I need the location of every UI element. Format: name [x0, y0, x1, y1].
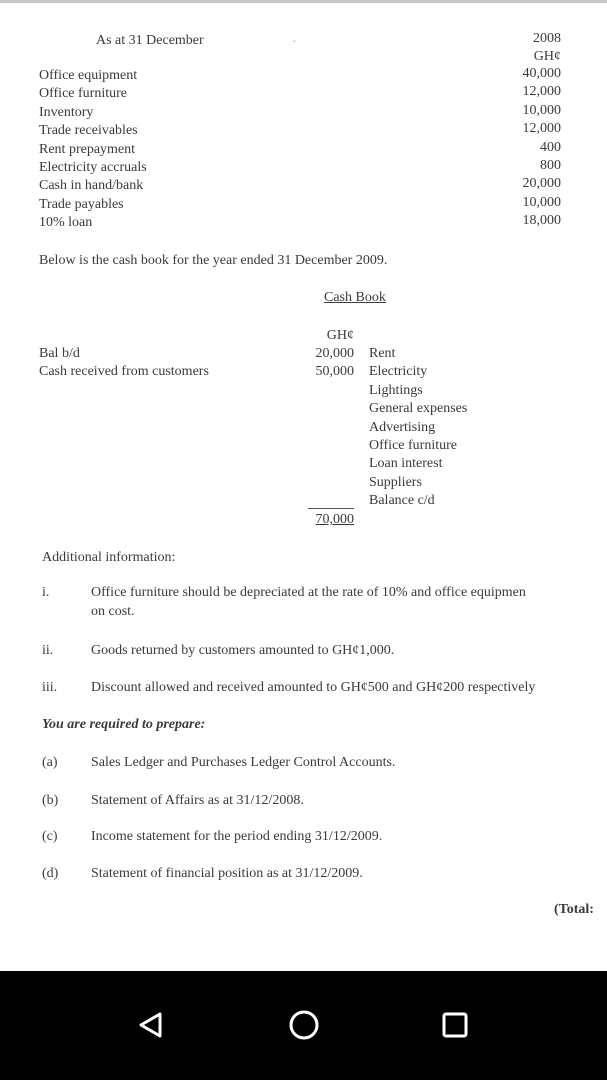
credit-label: Office furniture	[369, 438, 457, 454]
additional-num: iii.	[42, 680, 58, 695]
credit-label: General expenses	[369, 401, 468, 417]
cash-book-currency: GH¢	[326, 328, 354, 343]
additional-heading: Additional information:	[42, 550, 176, 565]
additional-text: Goods returned by customers amounted to GH¢1,000.	[91, 643, 395, 658]
cash-book-credit-labels	[369, 345, 467, 511]
required-num: (b)	[42, 793, 59, 808]
balance-row-label: Inventory	[39, 104, 94, 120]
required-num: (a)	[42, 755, 58, 770]
cash-book-total: 70,000	[315, 512, 354, 527]
cash-book-intro: Below is the cash book for the year ended 31 December 2009.	[39, 253, 388, 268]
additional-num: ii.	[42, 643, 54, 658]
balance-row-label: Electricity accruals	[39, 160, 147, 176]
required-text: Statement of financial position as at 31/12/2009.	[91, 866, 363, 881]
cash-book-debit-labels	[39, 345, 209, 382]
back-triangle-icon	[136, 1010, 166, 1040]
credit-label: Balance c/d	[369, 493, 435, 509]
balance-row-value: 18,000	[522, 213, 561, 229]
cash-book-title: Cash Book	[324, 290, 386, 305]
credit-label: Advertising	[369, 419, 436, 435]
additional-text-cont: on cost.	[91, 604, 135, 619]
additional-text: Office furniture should be depreciated at the rate of 10% and office equipmen	[91, 585, 526, 600]
credit-label: Loan interest	[369, 456, 443, 472]
balance-row-label: Rent prepayment	[39, 141, 136, 157]
balance-row-value: 12,000	[522, 121, 561, 137]
required-num: (d)	[42, 866, 59, 881]
balance-row-label: Office equipment	[39, 68, 138, 83]
cash-book-debit-values	[300, 345, 354, 382]
recents-square-icon	[441, 1011, 469, 1039]
recents-button[interactable]	[437, 1007, 473, 1043]
credit-label: Rent	[369, 346, 396, 361]
required-text: Sales Ledger and Purchases Ledger Control Accounts.	[91, 755, 396, 770]
credit-label: Electricity	[369, 364, 428, 380]
stray-mark: ·	[292, 35, 297, 50]
balance-row-value: 10,000	[522, 194, 561, 210]
home-button[interactable]	[286, 1007, 322, 1043]
balance-row-value: 40,000	[522, 66, 561, 81]
balance-sheet-year: 2008	[533, 31, 561, 46]
additional-num: i.	[42, 585, 50, 600]
debit-label: Cash received from customers	[39, 364, 209, 380]
balance-row-label: 10% loan	[39, 215, 93, 231]
balance-sheet-currency: GH¢	[533, 49, 561, 64]
additional-text: Discount allowed and received amounted to GH¢500 and GH¢200 respectively	[91, 680, 536, 695]
debit-value: 20,000	[315, 346, 354, 361]
balance-row-value: 12,000	[522, 84, 561, 100]
balance-row-value: 400	[540, 139, 561, 155]
debit-label: Bal b/d	[39, 346, 80, 361]
navigation-bar	[0, 971, 607, 1080]
balance-sheet-values	[490, 65, 561, 231]
required-text: Statement of Affairs as at 31/12/2008.	[91, 793, 304, 808]
balance-row-value: 800	[540, 158, 561, 174]
balance-row-label: Office furniture	[39, 86, 127, 102]
required-num: (c)	[42, 829, 58, 844]
required-heading: You are required to prepare:	[42, 717, 206, 732]
balance-sheet-labels	[39, 67, 147, 233]
debit-value: 50,000	[315, 364, 354, 380]
total-label: (Total:	[554, 902, 594, 917]
balance-row-label: Cash in hand/bank	[39, 178, 144, 194]
top-rule	[0, 0, 607, 3]
balance-row-value: 20,000	[522, 176, 561, 192]
required-text: Income statement for the period ending 31/12/2009.	[91, 829, 383, 844]
balance-row-label: Trade payables	[39, 196, 124, 212]
home-circle-icon	[287, 1008, 321, 1042]
balance-sheet-heading: As at 31 December	[96, 33, 204, 48]
total-rule	[308, 508, 354, 509]
back-button[interactable]	[133, 1007, 169, 1043]
balance-row-label: Trade receivables	[39, 123, 138, 139]
balance-row-value: 10,000	[522, 102, 561, 118]
credit-label: Lightings	[369, 382, 423, 398]
credit-label: Suppliers	[369, 474, 422, 490]
